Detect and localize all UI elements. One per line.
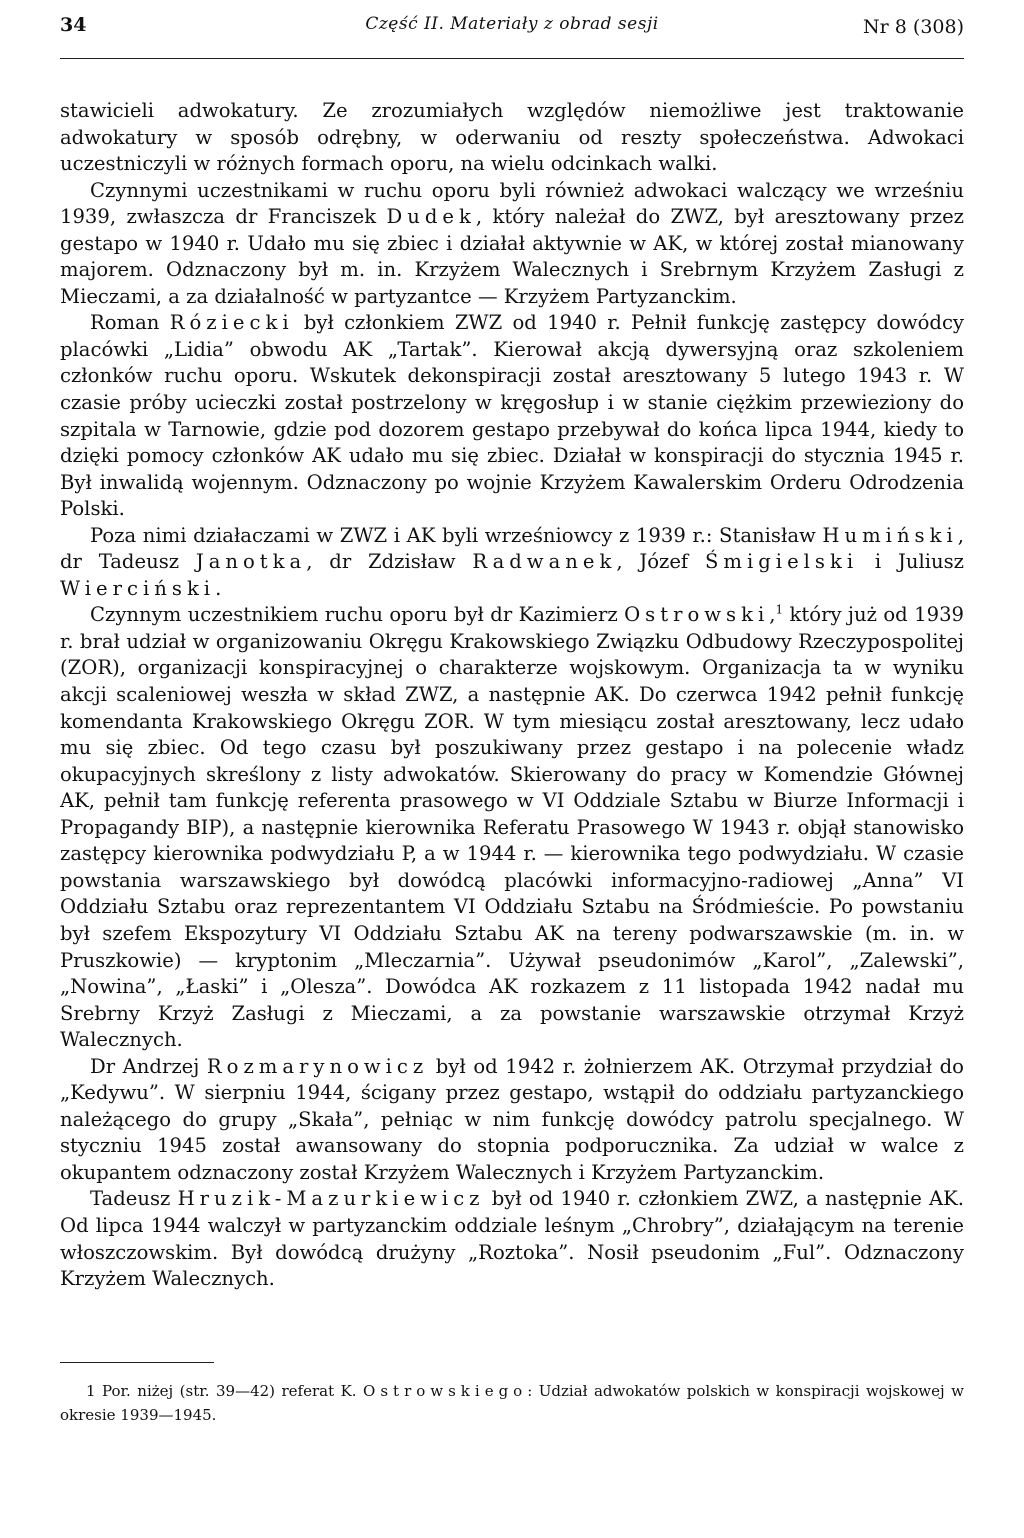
paragraph: Poza nimi działaczami w ZWZ i AK byli wrześniowcy z 1939 r.: Stanisław Humiński, dr Tadeusz Janotka, dr Zdzisław Radwanek, Józef Śmigielski i Juliusz Wierciński. (60, 523, 964, 600)
spaced-name: Śmigielski (704, 550, 859, 574)
paragraph: Dr Andrzej Rozmarynowicz był od 1942 r. żołnierzem AK. Otrzymał przydział do „Kedywu”. W sierpniu 1944, ścigany przez gestapo, wstąpił do oddziału partyzanckiego należącego do grupy „Skała”, pełniąc w nim funkcję dowódcy patrolu specjalnego. W styczniu 1945 został awansowany do stopnia podporucznika. Za udział w walce z okupantem odznaczony został Krzyżem Walecznych i Krzyżem Partyzanckim. (60, 1054, 964, 1184)
paragraph: Tadeusz Hruzik-Mazurkiewicz był od 1940 r. członkiem ZWZ, a następnie AK. Od lipca 1944 walczył w partyzanckim oddziale leśnym „Chrobry”, działającym na terenie włoszczowskim. Był dowódcą drużyny „Roztoka”. Nosił pseudonim „Ful”. Odznaczony Krzyżem Walecznych. (60, 1187, 965, 1291)
spaced-name: Radwanek (472, 550, 617, 574)
footnote-marker: 1 (775, 602, 784, 617)
spaced-name: Humiński (822, 523, 958, 547)
spaced-name: Ostrowski (624, 603, 770, 627)
page-number: 34 (60, 14, 87, 36)
spaced-name: Janotka (195, 550, 307, 574)
spaced-name: Dudek (386, 205, 476, 229)
running-title: Część II. Materiały z obrad sesji (365, 14, 659, 34)
spaced-name: Hruzik-Mazurkiewicz (177, 1187, 485, 1211)
spaced-name: Ostrowskiego (363, 1382, 528, 1400)
footnote-rule (60, 1362, 214, 1363)
paragraph: stawicieli adwokatury. Ze zrozumiałych względów niemożliwe jest traktowanie adwokatury w sposób odrębny, w oderwaniu od reszty społeczeństwa. Adwokaci uczestniczyli w różnych formach oporu, na wielu odcinkach walki. (60, 99, 964, 176)
body-text (60, 98, 964, 1293)
footnote-text: 1 Por. niżej (str. 39—42) referat K. Ostrowskiego: Udział adwokatów polskich w konspiracji wojskowej w okresie 1939—1945. (60, 1382, 964, 1424)
running-header (60, 14, 964, 48)
spaced-name: Wierciński (60, 576, 216, 600)
header-rule (60, 58, 964, 59)
spaced-name: Rozmarynowicz (206, 1054, 429, 1078)
issue-number: Nr 8 (308) (863, 16, 964, 38)
paragraph: Czynnymi uczestnikami w ruchu oporu byli również adwokaci walczący we wrześniu 1939, zwłaszcza dr Franciszek Dudek, który należał do ZWZ, był aresztowany przez gestapo w 1940 r. Udało mu się zbiec i działał aktywnie w AK, w której został mianowany majorem. Odznaczony był m. in. Krzyżem Walecznych i Srebrnym Krzyżem Zasługi z Mieczami, a za działalność w partyzantce — Krzyżem Partyzanckim. (60, 178, 965, 308)
paragraph: Czynnym uczestnikiem ruchu oporu był dr Kazimierz Ostrowski,$^1$ który już od 1939 r. brał udział w organizowaniu Okręgu Krakowskiego Związku Odbudowy Rzeczypospolitej (ZOR), organizacji konspiracyjnej o charakterze wojskowym. Organizacja ta w wyniku akcji scaleniowej weszła w skład ZWZ, a następnie AK. Do czerwca 1942 pełnił funkcję komendanta Krakowskiego Okręgu ZOR. W tym miesiącu został aresztowany, lecz udało mu się zbiec. Od tego czasu był poszukiwany przez gestapo i na polecenie władz okupacyjnych skreślony z listy adwokatów. Skierowany do pracy w Komendzie Głównej AK, pełnił tam funkcję referenta prasowego w VI Oddziale Sztabu w Biurze Informacji i Propagandy BIP), a następnie kierownika Referatu Prasowego W 1943 r. objął stanowisko zastępcy kierownika podwydziału P, a w 1944 r. — kierownika tego podwydziału. W czasie powstania warszawskiego był dowódcą placówki informacyjno-radiowej „Anna” VI Oddziału Sztabu oraz reprezentantem VI Oddziału Sztabu na Śródmieście. Po powstaniu był szefem Ekspozytury VI Oddziału Sztabu AK na tereny podwarszawskie (m. in. w Pruszkowie) — kryptonim „Mleczarnia”. Używał pseudonimów „Karol”, „Zalewski”, „Nowina”, „Łaski” i „Olesza”. Dowódca AK rozkazem z 11 listopada 1942 nadał mu Srebrny Krzyż Zasługi z Mieczami, a za powstanie warszawskie otrzymał Krzyż Walecznych. (60, 602, 964, 1052)
footnote (60, 1379, 964, 1427)
paragraph: Roman Róziecki był członkiem ZWZ od 1940 r. Pełnił funkcję zastępcy dowódcy placówki „Lidia” obwodu AK „Tartak”. Kierował akcją dywersyjną oraz szkoleniem członków ruchu oporu. Wskutek dekonspiracji został aresztowany 5 lutego 1943 r. W czasie próby ucieczki został postrzelony w kręgosłup i w stanie ciężkim przewieziony do szpitala w Tarnowie, gdzie pod dozorem gestapo przebywał do końca lipca 1944, kiedy to dzięki pomocy członków AK udało mu się zbiec. Działał w konspiracji do stycznia 1945 r. Był inwalidą wojennym. Odznaczony po wojnie Krzyżem Kawalerskim Orderu Odrodzenia Polski. (60, 311, 964, 521)
spaced-name: Róziecki (169, 311, 294, 335)
